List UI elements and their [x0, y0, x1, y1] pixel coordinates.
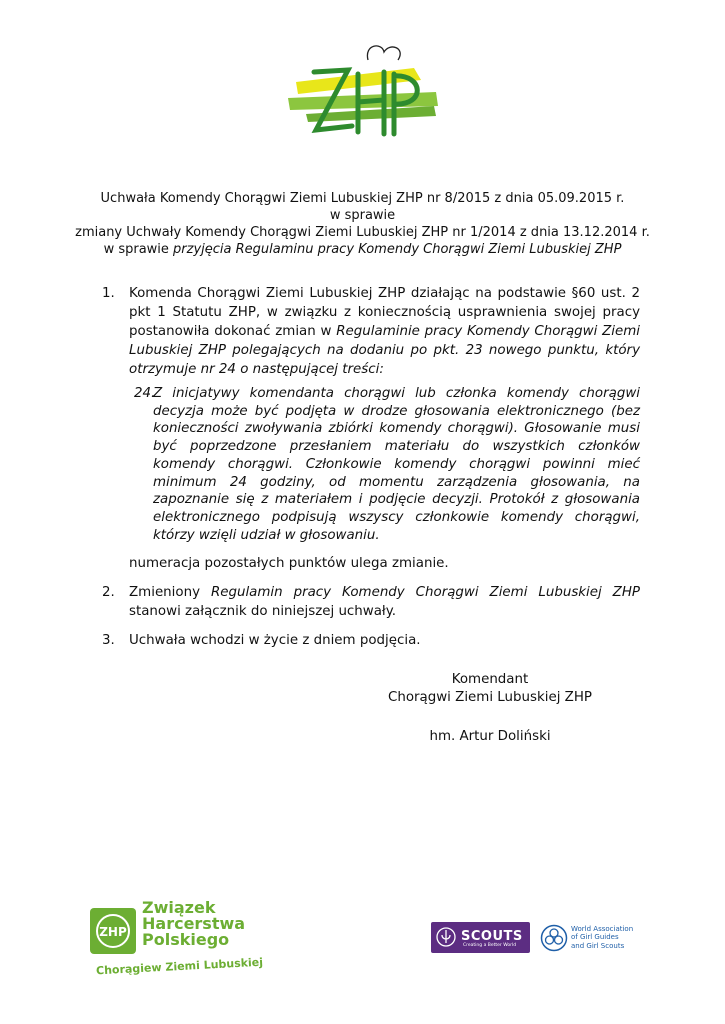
item-1-italic: Regulaminie pracy Komendy Chorągwi Ziemi Lubuskiej ZHP polegających na dodaniu po pkt. 23 nowego punktu, który otrzymuje nr 24 o następującej treści:	[129, 324, 640, 377]
list-number: 1.	[102, 286, 115, 301]
title-line-4-prefix: w sprawie	[103, 242, 174, 257]
scouts-wordmark: SCOUTS	[461, 929, 523, 944]
item-1-text: Komenda Chorągwi Ziemi Lubuskiej ZHP działając na podstawie §60 ust. 2 pkt 1 Statutu ZHP, w związku z koniecznością usprawnienia swojej pracy postanowiła dokonać zmian w	[129, 286, 640, 339]
list-number: 3.	[102, 633, 115, 649]
item-3-text: Uchwała wchodzi w życie z dniem podjęcia.	[129, 633, 421, 649]
zhp-name-line-1: Związek	[142, 898, 216, 917]
item-2-text-a: Zmieniony	[129, 585, 211, 601]
signature-role: Komendant	[451, 672, 529, 687]
scouts-tagline: Creating a Better World	[463, 943, 517, 948]
fleur-de-lis-icon	[436, 927, 456, 947]
zhp-name-line-2: Harcerstwa	[142, 914, 246, 933]
item-1-continuation: numeracja pozostałych punktów ulega zmianie.	[129, 556, 449, 572]
list-item-2	[102, 583, 640, 621]
title-line-4-italic: przyjęcia Regulaminu pracy Komendy Chorągwi Ziemi Lubuskiej ZHP	[173, 242, 622, 257]
wagggs-name	[571, 925, 633, 950]
list-number: 2.	[102, 585, 115, 601]
zhp-header-logo	[286, 40, 446, 140]
quote-text: Z inicjatywy komendanta chorągwi lub członka komendy chorągwi decyzja może być podjęta w drodze głosowania elektronicznego (bez konieczności zwoływania zbiórki komendy chorągwi). Głosowanie musi być poprzedzone przesłaniem materiału do wszystkich członków komendy chorągwi. Członkowie komendy chorągwi powinni mieć minimum 24 godziny, od momentu zarządzenia głosowania, na zapoznanie się z materiałem i podjęcie decyzji. Protokół z głosowania elektronicznego podpisują wszyscy członkowie komendy chorągwi, którzy wzięli udział w głosowaniu.	[153, 386, 640, 543]
list-item-3	[102, 631, 640, 650]
title-line-2: w sprawie	[329, 208, 396, 223]
title-line-4	[60, 241, 665, 258]
wagggs-logo	[540, 922, 650, 956]
resolution-body	[102, 284, 640, 650]
zhp-emblem-icon	[90, 908, 136, 954]
title-line-3: zmiany Uchwały Komendy Chorągwi Ziemi Lubuskiej ZHP nr 1/2014 z dnia 13.12.2014 r.	[75, 225, 650, 240]
quote-number: 24.	[134, 386, 156, 401]
zhp-org-name	[142, 900, 245, 948]
item-2-italic: Regulamin pracy Komendy Chorągwi Ziemi Lubuskiej ZHP	[210, 585, 640, 601]
wagggs-line-2: of Girl Guides	[571, 933, 619, 942]
list-item-1	[102, 284, 640, 379]
title-line-1: Uchwała Komendy Chorągwi Ziemi Lubuskiej ZHP nr 8/2015 z dnia 05.09.2015 r.	[100, 191, 625, 206]
signature-name: hm. Artur Doliński	[429, 729, 551, 744]
quoted-point-24	[129, 385, 640, 544]
zhp-region: Chorągiew Ziemi Lubuskiej	[95, 955, 264, 978]
zhp-footer-logo	[90, 898, 264, 978]
wagggs-line-3: and Girl Scouts	[571, 941, 625, 950]
svg-text:ZHP: ZHP	[99, 925, 127, 939]
item-2-text-b: stanowi załącznik do niniejszej uchwały.	[129, 604, 397, 620]
signature-unit: Chorągwi Ziemi Lubuskiej ZHP	[387, 690, 592, 705]
scouts-logo	[431, 922, 530, 953]
trefoil-icon	[540, 924, 568, 952]
wagggs-line-1: World Association	[571, 925, 634, 933]
resolution-title	[60, 190, 665, 258]
zhp-name-line-3: Polskiego	[142, 930, 230, 949]
